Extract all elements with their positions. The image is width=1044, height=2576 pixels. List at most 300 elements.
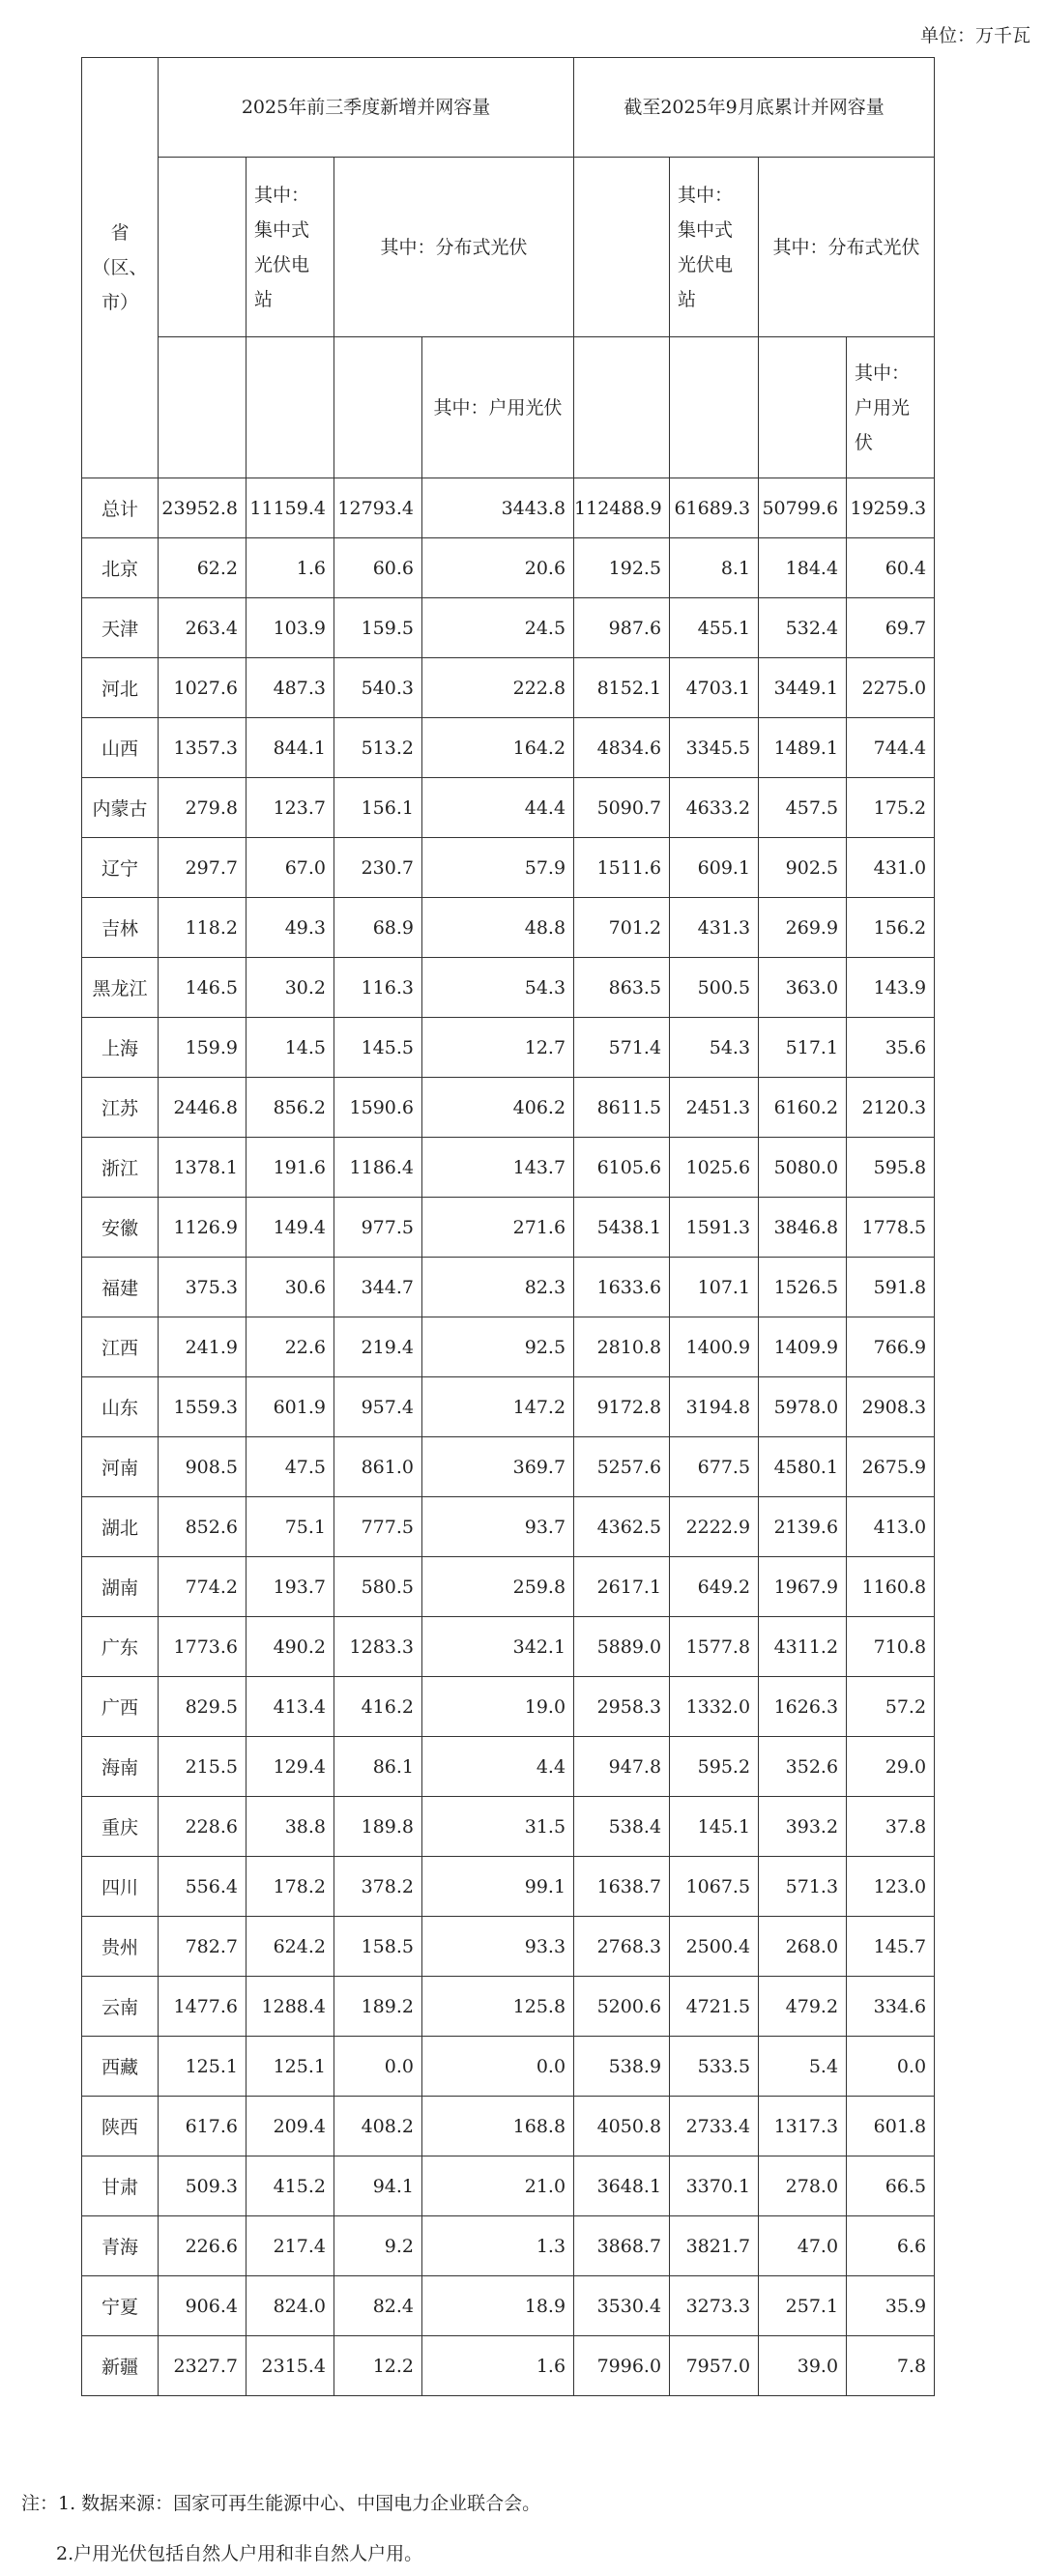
value-cell: 3821.7 <box>670 2216 759 2276</box>
value-cell: 5.4 <box>759 2037 847 2097</box>
value-cell: 23952.8 <box>159 478 246 538</box>
value-cell: 37.8 <box>847 1797 935 1857</box>
note-source: 注：1. 数据来源：国家可再生能源中心、中国电力企业联合会。 <box>21 2493 541 2514</box>
value-cell: 457.5 <box>759 778 847 838</box>
value-cell: 2958.3 <box>574 1677 670 1737</box>
value-cell: 4721.5 <box>670 1977 759 2037</box>
table-row <box>82 1737 935 1797</box>
value-cell: 977.5 <box>334 1198 422 1258</box>
value-cell: 47.0 <box>759 2216 847 2276</box>
value-cell: 49.3 <box>246 898 334 958</box>
value-cell: 2446.8 <box>159 1078 246 1138</box>
value-cell: 378.2 <box>334 1857 422 1917</box>
province-cell: 贵州 <box>82 1917 159 1977</box>
value-cell: 241.9 <box>159 1317 246 1377</box>
value-cell: 532.4 <box>759 598 847 658</box>
value-cell: 30.6 <box>246 1258 334 1317</box>
value-cell: 20.6 <box>422 538 574 598</box>
table-row <box>82 898 935 958</box>
value-cell: 902.5 <box>759 838 847 898</box>
value-cell: 5200.6 <box>574 1977 670 2037</box>
table-row <box>82 1377 935 1437</box>
value-cell: 5080.0 <box>759 1138 847 1198</box>
value-cell: 0.0 <box>422 2037 574 2097</box>
value-cell: 352.6 <box>759 1737 847 1797</box>
value-cell: 184.4 <box>759 538 847 598</box>
value-cell: 591.8 <box>847 1258 935 1317</box>
province-cell: 广西 <box>82 1677 159 1737</box>
value-cell: 271.6 <box>422 1198 574 1258</box>
value-cell: 278.0 <box>759 2156 847 2216</box>
value-cell: 2733.4 <box>670 2097 759 2156</box>
value-cell: 2810.8 <box>574 1317 670 1377</box>
value-cell: 93.7 <box>422 1497 574 1557</box>
value-cell: 2315.4 <box>246 2336 334 2396</box>
value-cell: 824.0 <box>246 2276 334 2336</box>
table-row <box>82 1677 935 1737</box>
value-cell: 533.5 <box>670 2037 759 2097</box>
table-row <box>82 1797 935 1857</box>
value-cell: 829.5 <box>159 1677 246 1737</box>
value-cell: 82.4 <box>334 2276 422 2336</box>
value-cell: 908.5 <box>159 1437 246 1497</box>
value-cell: 11159.4 <box>246 478 334 538</box>
value-cell: 2675.9 <box>847 1437 935 1497</box>
value-cell: 416.2 <box>334 1677 422 1737</box>
value-cell: 215.5 <box>159 1737 246 1797</box>
table-row <box>82 1917 935 1977</box>
value-cell: 5090.7 <box>574 778 670 838</box>
value-cell: 595.2 <box>670 1737 759 1797</box>
pv-capacity-table <box>81 57 935 2396</box>
value-cell: 2451.3 <box>670 1078 759 1138</box>
province-cell: 上海 <box>82 1018 159 1078</box>
value-cell: 50799.6 <box>759 478 847 538</box>
value-cell: 156.1 <box>334 778 422 838</box>
value-cell: 29.0 <box>847 1737 935 1797</box>
value-cell: 538.4 <box>574 1797 670 1857</box>
value-cell: 1409.9 <box>759 1317 847 1377</box>
value-cell: 1778.5 <box>847 1198 935 1258</box>
value-cell: 3530.4 <box>574 2276 670 2336</box>
value-cell: 556.4 <box>159 1857 246 1917</box>
value-cell: 1477.6 <box>159 1977 246 2037</box>
table-row <box>82 2156 935 2216</box>
value-cell: 1967.9 <box>759 1557 847 1617</box>
value-cell: 226.6 <box>159 2216 246 2276</box>
value-cell: 19.0 <box>422 1677 574 1737</box>
value-cell: 112488.9 <box>574 478 670 538</box>
value-cell: 1489.1 <box>759 718 847 778</box>
value-cell: 2768.3 <box>574 1917 670 1977</box>
value-cell: 580.5 <box>334 1557 422 1617</box>
value-cell: 9.2 <box>334 2216 422 2276</box>
value-cell: 269.9 <box>759 898 847 958</box>
value-cell: 39.0 <box>759 2336 847 2396</box>
value-cell: 116.3 <box>334 958 422 1018</box>
value-cell: 4362.5 <box>574 1497 670 1557</box>
value-cell: 82.3 <box>422 1258 574 1317</box>
value-cell: 744.4 <box>847 718 935 778</box>
province-cell: 江苏 <box>82 1078 159 1138</box>
value-cell: 701.2 <box>574 898 670 958</box>
value-cell: 431.3 <box>670 898 759 958</box>
province-cell: 辽宁 <box>82 838 159 898</box>
value-cell: 219.4 <box>334 1317 422 1377</box>
value-cell: 1590.6 <box>334 1078 422 1138</box>
province-cell: 黑龙江 <box>82 958 159 1018</box>
value-cell: 500.5 <box>670 958 759 1018</box>
value-cell: 3846.8 <box>759 1198 847 1258</box>
table-row <box>82 1198 935 1258</box>
value-cell: 123.0 <box>847 1857 935 1917</box>
province-cell: 北京 <box>82 538 159 598</box>
table-row <box>82 1018 935 1078</box>
new-distributed-header: 其中：分布式光伏 <box>334 158 574 337</box>
value-cell: 66.5 <box>847 2156 935 2216</box>
value-cell: 863.5 <box>574 958 670 1018</box>
value-cell: 67.0 <box>246 838 334 898</box>
new-centralized-subheader <box>246 337 334 478</box>
value-cell: 3345.5 <box>670 718 759 778</box>
value-cell: 118.2 <box>159 898 246 958</box>
value-cell: 1126.9 <box>159 1198 246 1258</box>
value-cell: 1378.1 <box>159 1138 246 1198</box>
table-row <box>82 2037 935 2097</box>
value-cell: 189.2 <box>334 1977 422 2037</box>
value-cell: 617.6 <box>159 2097 246 2156</box>
value-cell: 3273.3 <box>670 2276 759 2336</box>
value-cell: 1283.3 <box>334 1617 422 1677</box>
new-capacity-header: 2025年前三季度新增并网容量 <box>159 58 574 158</box>
value-cell: 455.1 <box>670 598 759 658</box>
value-cell: 257.1 <box>759 2276 847 2336</box>
value-cell: 3194.8 <box>670 1377 759 1437</box>
table-row <box>82 1317 935 1377</box>
value-cell: 1.6 <box>246 538 334 598</box>
table-row <box>82 958 935 1018</box>
table-row <box>82 2097 935 2156</box>
value-cell: 145.7 <box>847 1917 935 1977</box>
value-cell: 413.0 <box>847 1497 935 1557</box>
table-row <box>82 2336 935 2396</box>
new-household-header: 其中：户用光伏 <box>422 337 574 478</box>
value-cell: 947.8 <box>574 1737 670 1797</box>
value-cell: 861.0 <box>334 1437 422 1497</box>
value-cell: 178.2 <box>246 1857 334 1917</box>
value-cell: 906.4 <box>159 2276 246 2336</box>
value-cell: 12.2 <box>334 2336 422 2396</box>
value-cell: 6105.6 <box>574 1138 670 1198</box>
value-cell: 777.5 <box>334 1497 422 1557</box>
value-cell: 413.4 <box>246 1677 334 1737</box>
value-cell: 1400.9 <box>670 1317 759 1377</box>
table-row <box>82 2276 935 2336</box>
value-cell: 601.9 <box>246 1377 334 1437</box>
value-cell: 48.8 <box>422 898 574 958</box>
province-cell: 新疆 <box>82 2336 159 2396</box>
value-cell: 766.9 <box>847 1317 935 1377</box>
value-cell: 571.4 <box>574 1018 670 1078</box>
province-cell: 河北 <box>82 658 159 718</box>
value-cell: 54.3 <box>422 958 574 1018</box>
value-cell: 2500.4 <box>670 1917 759 1977</box>
value-cell: 4633.2 <box>670 778 759 838</box>
value-cell: 209.4 <box>246 2097 334 2156</box>
value-cell: 94.1 <box>334 2156 422 2216</box>
table-row <box>82 1497 935 1557</box>
province-cell: 山西 <box>82 718 159 778</box>
new-distributed-subheader <box>334 337 422 478</box>
value-cell: 1160.8 <box>847 1557 935 1617</box>
value-cell: 7.8 <box>847 2336 935 2396</box>
value-cell: 149.4 <box>246 1198 334 1258</box>
value-cell: 192.5 <box>574 538 670 598</box>
table-row <box>82 538 935 598</box>
value-cell: 156.2 <box>847 898 935 958</box>
value-cell: 513.2 <box>334 718 422 778</box>
value-cell: 408.2 <box>334 2097 422 2156</box>
value-cell: 18.9 <box>422 2276 574 2336</box>
value-cell: 259.8 <box>422 1557 574 1617</box>
value-cell: 129.4 <box>246 1737 334 1797</box>
value-cell: 60.4 <box>847 538 935 598</box>
value-cell: 297.7 <box>159 838 246 898</box>
value-cell: 2327.7 <box>159 2336 246 2396</box>
province-cell: 浙江 <box>82 1138 159 1198</box>
value-cell: 24.5 <box>422 598 574 658</box>
value-cell: 19259.3 <box>847 478 935 538</box>
value-cell: 21.0 <box>422 2156 574 2216</box>
province-header: 省 （区、 市） <box>82 58 159 478</box>
new-total-subheader <box>159 337 246 478</box>
value-cell: 856.2 <box>246 1078 334 1138</box>
new-centralized-header: 其中： 集中式 光伏电 站 <box>246 158 334 337</box>
value-cell: 1633.6 <box>574 1258 670 1317</box>
table-row <box>82 1078 935 1138</box>
province-cell: 天津 <box>82 598 159 658</box>
value-cell: 957.4 <box>334 1377 422 1437</box>
value-cell: 2275.0 <box>847 658 935 718</box>
value-cell: 415.2 <box>246 2156 334 2216</box>
value-cell: 1511.6 <box>574 838 670 898</box>
table-row <box>82 1258 935 1317</box>
cum-centralized-subheader <box>670 337 759 478</box>
province-cell: 湖南 <box>82 1557 159 1617</box>
value-cell: 12793.4 <box>334 478 422 538</box>
value-cell: 93.3 <box>422 1917 574 1977</box>
value-cell: 146.5 <box>159 958 246 1018</box>
value-cell: 571.3 <box>759 1857 847 1917</box>
value-cell: 0.0 <box>847 2037 935 2097</box>
value-cell: 168.8 <box>422 2097 574 2156</box>
value-cell: 38.8 <box>246 1797 334 1857</box>
value-cell: 601.8 <box>847 2097 935 2156</box>
value-cell: 624.2 <box>246 1917 334 1977</box>
value-cell: 363.0 <box>759 958 847 1018</box>
province-cell: 安徽 <box>82 1198 159 1258</box>
province-cell: 重庆 <box>82 1797 159 1857</box>
value-cell: 987.6 <box>574 598 670 658</box>
value-cell: 1526.5 <box>759 1258 847 1317</box>
value-cell: 1288.4 <box>246 1977 334 2037</box>
value-cell: 710.8 <box>847 1617 935 1677</box>
value-cell: 222.8 <box>422 658 574 718</box>
value-cell: 263.4 <box>159 598 246 658</box>
cumulative-capacity-header: 截至2025年9月底累计并网容量 <box>574 58 935 158</box>
province-cell: 河南 <box>82 1437 159 1497</box>
note-household: 2.户用光伏包括自然人户用和非自然人户用。 <box>56 2543 423 2564</box>
table-row <box>82 778 935 838</box>
value-cell: 2617.1 <box>574 1557 670 1617</box>
province-cell: 宁夏 <box>82 2276 159 2336</box>
value-cell: 479.2 <box>759 1977 847 2037</box>
value-cell: 1559.3 <box>159 1377 246 1437</box>
value-cell: 125.1 <box>246 2037 334 2097</box>
value-cell: 75.1 <box>246 1497 334 1557</box>
cum-household-header: 其中： 户用光 伏 <box>847 337 935 478</box>
value-cell: 228.6 <box>159 1797 246 1857</box>
value-cell: 369.7 <box>422 1437 574 1497</box>
value-cell: 145.1 <box>670 1797 759 1857</box>
value-cell: 189.8 <box>334 1797 422 1857</box>
value-cell: 123.7 <box>246 778 334 838</box>
value-cell: 1067.5 <box>670 1857 759 1917</box>
value-cell: 22.6 <box>246 1317 334 1377</box>
table-row <box>82 1977 935 2037</box>
value-cell: 5438.1 <box>574 1198 670 1258</box>
value-cell: 1025.6 <box>670 1138 759 1198</box>
province-cell: 湖北 <box>82 1497 159 1557</box>
value-cell: 1357.3 <box>159 718 246 778</box>
province-cell: 青海 <box>82 2216 159 2276</box>
value-cell: 4834.6 <box>574 718 670 778</box>
province-cell: 云南 <box>82 1977 159 2037</box>
value-cell: 4050.8 <box>574 2097 670 2156</box>
value-cell: 782.7 <box>159 1917 246 1977</box>
value-cell: 125.8 <box>422 1977 574 2037</box>
value-cell: 279.8 <box>159 778 246 838</box>
value-cell: 3648.1 <box>574 2156 670 2216</box>
value-cell: 487.3 <box>246 658 334 718</box>
province-cell: 山东 <box>82 1377 159 1437</box>
value-cell: 62.2 <box>159 538 246 598</box>
province-cell: 江西 <box>82 1317 159 1377</box>
value-cell: 217.4 <box>246 2216 334 2276</box>
province-cell: 陕西 <box>82 2097 159 2156</box>
value-cell: 9172.8 <box>574 1377 670 1437</box>
table-row <box>82 1857 935 1917</box>
value-cell: 774.2 <box>159 1557 246 1617</box>
province-cell: 西藏 <box>82 2037 159 2097</box>
value-cell: 4.4 <box>422 1737 574 1797</box>
province-cell: 海南 <box>82 1737 159 1797</box>
value-cell: 47.5 <box>246 1437 334 1497</box>
province-cell: 内蒙古 <box>82 778 159 838</box>
value-cell: 6.6 <box>847 2216 935 2276</box>
value-cell: 103.9 <box>246 598 334 658</box>
value-cell: 844.1 <box>246 718 334 778</box>
value-cell: 3868.7 <box>574 2216 670 2276</box>
value-cell: 125.1 <box>159 2037 246 2097</box>
value-cell: 1317.3 <box>759 2097 847 2156</box>
value-cell: 86.1 <box>334 1737 422 1797</box>
value-cell: 4311.2 <box>759 1617 847 1677</box>
value-cell: 3449.1 <box>759 658 847 718</box>
value-cell: 61689.3 <box>670 478 759 538</box>
value-cell: 159.9 <box>159 1018 246 1078</box>
value-cell: 334.6 <box>847 1977 935 2037</box>
table-row <box>82 838 935 898</box>
value-cell: 6160.2 <box>759 1078 847 1138</box>
value-cell: 0.0 <box>334 2037 422 2097</box>
province-cell: 吉林 <box>82 898 159 958</box>
table-row <box>82 1617 935 1677</box>
value-cell: 852.6 <box>159 1497 246 1557</box>
value-cell: 677.5 <box>670 1437 759 1497</box>
value-cell: 69.7 <box>847 598 935 658</box>
value-cell: 268.0 <box>759 1917 847 1977</box>
value-cell: 107.1 <box>670 1258 759 1317</box>
value-cell: 406.2 <box>422 1078 574 1138</box>
unit-label: 单位：万千瓦 <box>919 25 1030 46</box>
table-row <box>82 718 935 778</box>
value-cell: 164.2 <box>422 718 574 778</box>
cum-distributed-header: 其中：分布式光伏 <box>759 158 935 337</box>
value-cell: 60.6 <box>334 538 422 598</box>
table-row <box>82 478 935 538</box>
value-cell: 509.3 <box>159 2156 246 2216</box>
value-cell: 68.9 <box>334 898 422 958</box>
value-cell: 8152.1 <box>574 658 670 718</box>
value-cell: 158.5 <box>334 1917 422 1977</box>
value-cell: 5257.6 <box>574 1437 670 1497</box>
value-cell: 649.2 <box>670 1557 759 1617</box>
value-cell: 145.5 <box>334 1018 422 1078</box>
province-cell: 四川 <box>82 1857 159 1917</box>
value-cell: 54.3 <box>670 1018 759 1078</box>
value-cell: 1.3 <box>422 2216 574 2276</box>
value-cell: 2139.6 <box>759 1497 847 1557</box>
value-cell: 159.5 <box>334 598 422 658</box>
value-cell: 540.3 <box>334 658 422 718</box>
value-cell: 57.9 <box>422 838 574 898</box>
value-cell: 30.2 <box>246 958 334 1018</box>
value-cell: 490.2 <box>246 1617 334 1677</box>
value-cell: 12.7 <box>422 1018 574 1078</box>
value-cell: 2222.9 <box>670 1497 759 1557</box>
value-cell: 99.1 <box>422 1857 574 1917</box>
value-cell: 4580.1 <box>759 1437 847 1497</box>
value-cell: 92.5 <box>422 1317 574 1377</box>
cum-centralized-header: 其中： 集中式 光伏电 站 <box>670 158 759 337</box>
value-cell: 2120.3 <box>847 1078 935 1138</box>
value-cell: 1027.6 <box>159 658 246 718</box>
cum-total-subheader <box>574 337 670 478</box>
value-cell: 193.7 <box>246 1557 334 1617</box>
value-cell: 4703.1 <box>670 658 759 718</box>
value-cell: 143.9 <box>847 958 935 1018</box>
value-cell: 538.9 <box>574 2037 670 2097</box>
table-row <box>82 2216 935 2276</box>
value-cell: 375.3 <box>159 1258 246 1317</box>
value-cell: 143.7 <box>422 1138 574 1198</box>
value-cell: 1186.4 <box>334 1138 422 1198</box>
value-cell: 175.2 <box>847 778 935 838</box>
value-cell: 1638.7 <box>574 1857 670 1917</box>
value-cell: 14.5 <box>246 1018 334 1078</box>
province-cell: 广东 <box>82 1617 159 1677</box>
